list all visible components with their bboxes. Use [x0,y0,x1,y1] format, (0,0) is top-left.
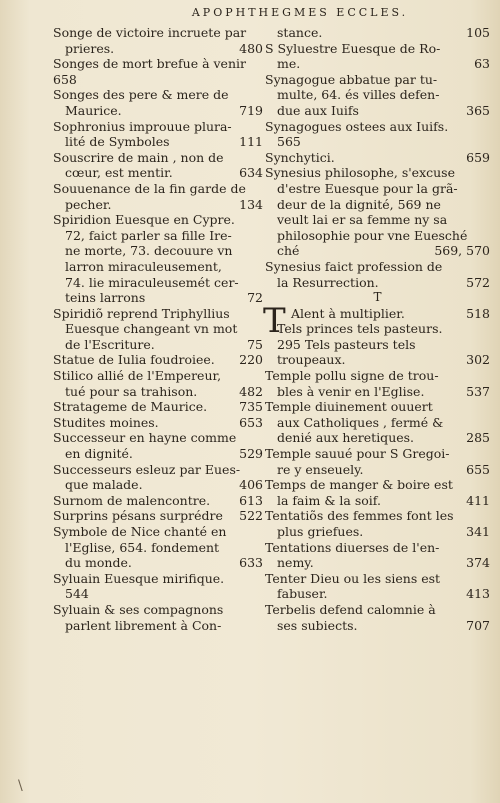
index-entry [53,555,263,571]
index-entry [53,352,263,368]
entry-text: Spiridiõ reprend Triphyllius [53,305,230,321]
entry-text: d'estre Euesque pour la grã- [277,180,458,196]
entry-text: du monde. [65,555,132,571]
entry-text: 72, faict parler sa fille Ire- [65,227,232,243]
entry-text: Synagogues ostees aux Iuifs. [265,118,449,134]
index-entry [265,602,490,618]
index-entry [265,462,490,478]
index-entry [53,446,263,462]
page-number: 406 [239,477,263,493]
index-entry [265,25,490,41]
entry-text: Studites moines. [53,414,159,430]
index-entry [53,134,263,150]
entry-text: Spiridion Euesque en Cypre. [53,212,235,228]
entry-text: Euesque changeant vn mot [65,321,238,337]
entry-text: Syluain Euesque mirifique. [53,570,225,586]
page-number: 659 [466,149,490,165]
index-entry [53,462,263,478]
index-entry [265,368,490,384]
page-number: 72 [247,290,263,306]
page-number: 374 [466,555,490,571]
entry-text: pecher. [65,196,112,212]
page-number: 482 [239,383,263,399]
page-number: 220 [239,352,263,368]
entry-text: 74. lie miraculeusemét cer- [65,274,239,290]
entry-text: ne morte, 73. decouure vn [65,243,233,259]
page-number: 719 [239,102,263,118]
entry-text: Synesius faict profession de [265,258,443,274]
index-entry [265,446,490,462]
entry-text: de l'Escriture. [65,336,155,352]
running-header: APOPHTHEGMES ECCLES. [191,6,409,19]
entry-text: tué pour sa trahison. [65,383,198,399]
index-entry [53,259,263,275]
index-entry [265,119,490,135]
entry-text: en dignité. [65,446,133,462]
index-entry [53,618,263,634]
entry-text: ses subiects. [277,617,358,633]
entry-text: plus griefues. [277,524,364,539]
entry-text: veult lai er sa femme ny sa [277,212,448,228]
page-number: 365 [466,102,490,118]
index-entry [53,41,263,57]
index-entry [265,586,490,602]
index-entry [265,212,490,228]
entry-text: Songe de victoire incruete par [53,25,247,40]
index-entry [265,275,490,291]
entry-text: Synesius philosophe, s'excuse [265,165,455,181]
index-entry [265,618,490,634]
section-letter: T [373,290,382,305]
entry-text: Alent à multiplier. [291,305,405,321]
index-entry [53,72,263,88]
index-entry [265,477,490,493]
entry-text: Synagogue abbatue par tu- [265,71,438,87]
index-entry [53,493,263,509]
index-entry [53,228,263,244]
entry-text: que malade. [65,477,143,493]
index-entry [53,430,263,446]
entry-text: Souscrire de main , non de [53,149,224,165]
entry-text: 565 [277,134,301,150]
entry-text: bles à venir en l'Eglise. [277,383,425,399]
page-number: 613 [239,492,263,508]
index-entry [265,524,490,540]
index-entry [265,228,490,244]
page-number: 633 [239,555,263,571]
index-entry [53,243,263,259]
entry-text: stance. [277,25,323,40]
index-entry [265,508,490,524]
entry-text: nemy. [277,555,314,571]
page-number: 413 [466,586,490,602]
entry-text: parlent librement à Con- [65,617,222,633]
entry-text: Maurice. [65,102,122,118]
page-number: 105 [466,25,490,40]
index-entry [53,368,263,384]
index-entry [53,181,263,197]
page-number: 63 [474,56,490,72]
left-column [53,25,263,633]
entry-text: larron miraculeusement, [65,258,222,274]
index-entry [265,41,490,57]
entry-text: Statue de Iulia foudroiee. [53,352,215,368]
index-entry [265,493,490,509]
index-entry [53,165,263,181]
page-number: 522 [239,508,263,524]
entry-text: multe, 64. és villes defen- [277,87,440,103]
index-entry [53,602,263,618]
index-entry [53,524,263,540]
index-entry [53,586,263,602]
index-entry [265,540,490,556]
index-entry [53,540,263,556]
page-number: 529 [239,446,263,462]
index-entry [53,275,263,291]
entry-text: re y enseuely. [277,461,364,477]
entry-text: Temple sauué pour S Gregoi- [265,446,450,462]
entry-text: cœur, est mentir. [65,165,173,181]
index-entry [53,415,263,431]
index-entry [265,415,490,431]
entry-text: Souuenance de la fin garde de [53,180,246,196]
entry-text: Successeur en hayne comme [53,430,237,446]
entry-text: l'Eglise, 654. fondement [65,539,220,555]
index-entry [53,477,263,493]
entry-text: Surnom de malencontre. [53,492,211,508]
entry-text: me. [277,56,301,72]
index-entry [265,197,490,213]
index-entry [53,56,263,72]
index-entry [265,352,490,368]
entry-text: Tentatiõs des femmes font les [265,508,454,524]
entry-text: Terbelis defend calomnie à [265,601,436,617]
index-entry [53,321,263,337]
page-number: 537 [466,383,490,399]
index-entry [265,337,490,353]
entry-text: 544 [65,586,89,602]
index-entry [265,72,490,88]
entry-text: Temps de manger & boire est [265,477,453,493]
index-entry [265,259,490,275]
entry-text: Songes de mort brefue à venir [53,56,246,72]
index-entry [53,87,263,103]
index-entry [265,134,490,150]
index-entry [53,508,263,524]
page-number: 285 [466,430,490,446]
index-entry [265,243,490,259]
index-entry [265,321,490,337]
page-number: 735 [239,399,263,415]
entry-text: Stilico allié de l'Empereur, [53,368,222,384]
index-entry [265,165,490,181]
entry-text: 658 [53,71,77,87]
page-number: 480 [239,40,263,56]
index-entry [53,290,263,306]
margin-mark: \ [18,778,23,794]
index-entry [53,384,263,400]
index-entry [265,571,490,587]
entry-text: teins larrons [65,290,146,306]
page-number: 134 [239,196,263,212]
index-entry [265,384,490,400]
index-entry [265,430,490,446]
entry-text: ché [277,243,300,259]
entry-text: Temple diuinement ouuert [265,399,433,415]
entry-text: troupeaux. [277,352,346,368]
entry-text: philosophie pour vne Euesché [277,227,468,243]
entry-text: aux Catholiques , fermé & [277,414,444,430]
index-entry [53,337,263,353]
index-entry [53,571,263,587]
right-column [265,25,490,633]
page-number: 302 [466,352,490,368]
entry-text: Tentations diuerses de l'en- [265,539,440,555]
entry-text: Tels princes tels pasteurs. [277,321,443,337]
page-number: 111 [239,134,263,150]
index-entry [265,399,490,415]
page-number: 634 [239,165,263,181]
entry-text: denié aux heretiques. [277,430,415,446]
entry-text: la faim & la soif. [277,492,381,508]
index-entry [265,181,490,197]
entry-text: Symbole de Nice chanté en [53,524,227,539]
page-number: 518 [466,305,490,321]
index-entry [265,150,490,166]
index-entry [53,150,263,166]
index-entry [265,56,490,72]
entry-text: Temple pollu signe de trou- [265,368,439,384]
entry-text: Synchytici. [265,149,335,165]
entry-text: 295 Tels pasteurs tels [277,336,416,352]
page-number: 707 [466,617,490,633]
index-entry [53,399,263,415]
entry-text: Syluain & ses compagnons [53,601,224,617]
index-entry [53,212,263,228]
entry-text: Songes des pere & mere de [53,87,229,103]
page-number: 569, 570 [434,243,490,259]
index-entry [53,197,263,213]
entry-text: prieres. [65,40,115,56]
entry-text: lité de Symboles [65,134,170,150]
drop-cap: T [263,300,286,341]
page-number: 653 [239,414,263,430]
index-entry [53,306,263,322]
entry-text: Tenter Dieu ou les siens est [265,570,441,586]
entry-text: deur de la dignité, 569 ne [277,196,441,212]
entry-text: la Resurrection. [277,274,379,290]
page-number: 341 [466,524,490,539]
index-entry [53,25,263,41]
index-entry [53,119,263,135]
entry-text: S Syluestre Euesque de Ro- [265,40,441,56]
index-entry [53,103,263,119]
page-number: 75 [247,336,263,352]
index-entry [265,103,490,119]
entry-text: due aux Iuifs [277,102,359,118]
entry-text: Sophronius improuue plura- [53,118,232,134]
page-number: 572 [466,274,490,290]
entry-text: Successeurs esleuz par Eues- [53,461,241,477]
entry-text: fabuser. [277,586,328,602]
entry-text: Stratageme de Maurice. [53,399,208,415]
page-number: 411 [466,492,490,508]
entry-text: Surprins pésans surprédre [53,508,223,524]
index-entry [265,555,490,571]
page-number: 655 [466,461,490,477]
index-entry [265,87,490,103]
